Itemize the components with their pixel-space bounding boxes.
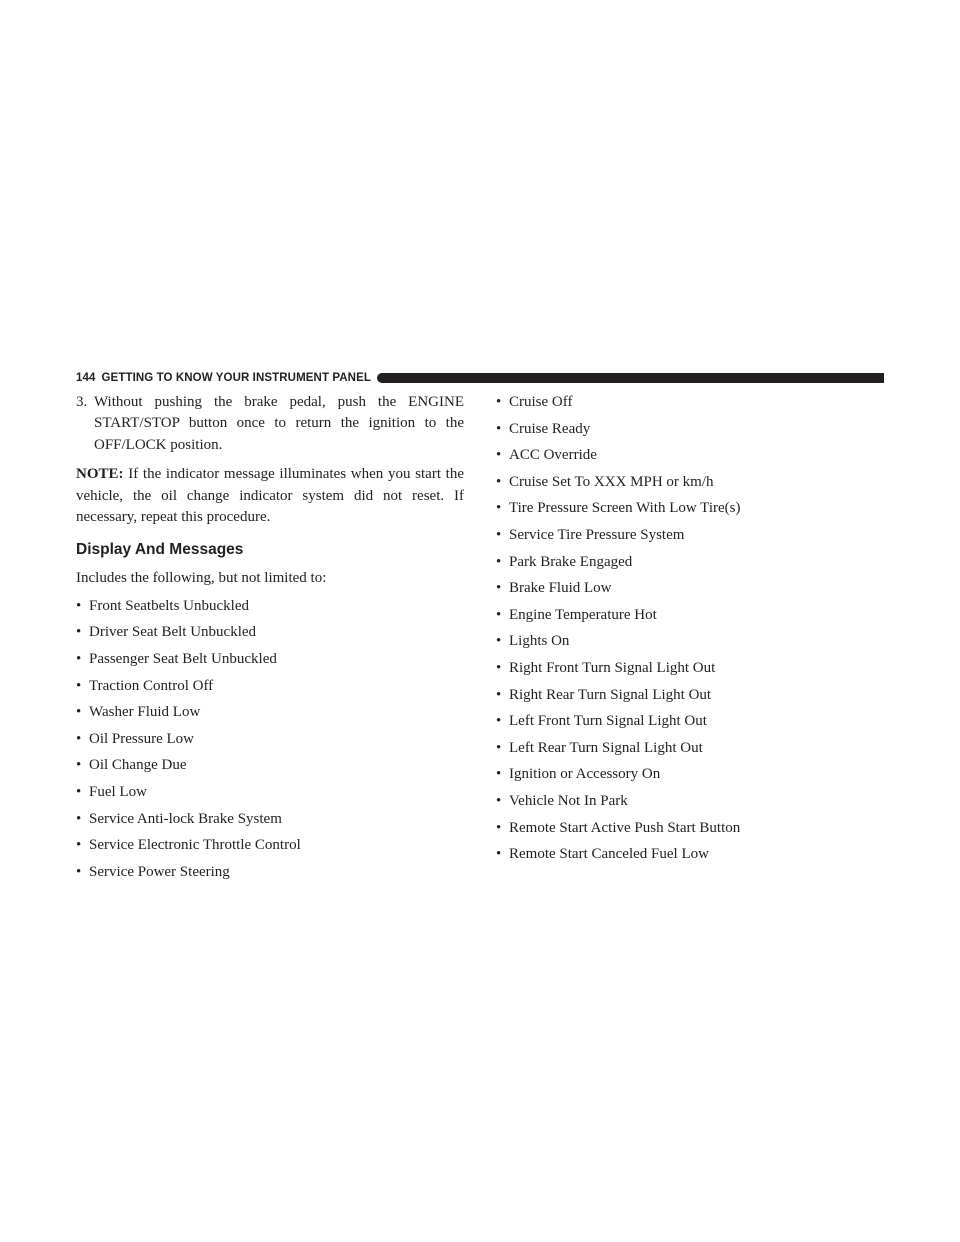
bullet-icon: • xyxy=(76,863,82,880)
list-item xyxy=(76,596,464,623)
list-item xyxy=(76,755,464,782)
bullet-icon: • xyxy=(76,677,82,694)
list-item xyxy=(496,419,884,446)
bullet-icon: • xyxy=(76,757,82,774)
left-column xyxy=(76,392,464,888)
bullet-icon: • xyxy=(496,792,502,809)
list-item-text: Right Rear Turn Signal Light Out xyxy=(509,686,712,703)
right-column xyxy=(496,392,884,871)
step-text: Without pushing the brake pedal, push the ENGINE START/STOP button once to return the ignition to the OFF/LOCK position. xyxy=(94,394,464,453)
list-item xyxy=(496,392,884,419)
list-item xyxy=(76,782,464,809)
bullet-icon: • xyxy=(496,394,502,410)
list-item xyxy=(496,791,884,818)
list-item xyxy=(496,685,884,712)
list-item xyxy=(496,764,884,791)
list-item xyxy=(76,676,464,703)
list-item-text: Cruise Ready xyxy=(509,420,591,437)
list-item xyxy=(496,552,884,579)
list-item xyxy=(76,729,464,756)
bullet-icon: • xyxy=(496,500,502,517)
note-paragraph xyxy=(76,464,464,528)
page-number: 144 xyxy=(76,372,96,384)
list-item-text: Ignition or Accessory On xyxy=(509,766,661,783)
bullet-icon: • xyxy=(496,526,502,543)
list-item-text: Lights On xyxy=(509,633,570,650)
list-item-text: Cruise Off xyxy=(509,394,573,410)
list-item-text: Passenger Seat Belt Unbuckled xyxy=(89,651,277,668)
list-item-text: Tire Pressure Screen With Low Tire(s) xyxy=(509,500,741,517)
bullet-icon: • xyxy=(496,846,502,863)
bullet-icon: • xyxy=(496,713,502,730)
list-item xyxy=(496,525,884,552)
bullet-icon: • xyxy=(76,730,82,747)
bullet-icon: • xyxy=(496,580,502,597)
bullet-icon: • xyxy=(76,810,82,827)
bullet-icon: • xyxy=(496,606,502,623)
list-item xyxy=(496,631,884,658)
list-item-text: Remote Start Canceled Fuel Low xyxy=(509,846,709,863)
bullet-icon: • xyxy=(76,624,82,641)
list-item xyxy=(496,605,884,632)
list-item-text: Left Rear Turn Signal Light Out xyxy=(509,739,703,756)
list-item-text: Fuel Low xyxy=(89,784,147,800)
list-item-text: Brake Fluid Low xyxy=(509,580,612,597)
list-item-text: Traction Control Off xyxy=(89,677,214,694)
list-item xyxy=(76,835,464,862)
section-title: GETTING TO KNOW YOUR INSTRUMENT PANEL xyxy=(101,372,371,384)
list-item-text: Vehicle Not In Park xyxy=(509,792,628,809)
bullet-icon: • xyxy=(76,837,82,854)
list-item-text: Cruise Set To XXX MPH or km/h xyxy=(509,473,714,490)
list-item-text: Washer Fluid Low xyxy=(89,704,201,721)
page-header xyxy=(76,370,884,386)
list-item-text: ACC Override xyxy=(509,447,597,464)
list-item xyxy=(496,445,884,472)
running-head xyxy=(76,372,371,384)
bullet-icon: • xyxy=(496,633,502,650)
note-text: If the indicator message illuminates when you start the vehicle, the oil change indicator system did not reset. If necessary, repeat this procedure. xyxy=(76,466,465,526)
bullet-icon: • xyxy=(496,766,502,783)
bullet-icon: • xyxy=(496,447,502,464)
bullet-icon: • xyxy=(496,819,502,836)
list-item xyxy=(76,649,464,676)
bullet-icon: • xyxy=(496,659,502,676)
list-item-text: Park Brake Engaged xyxy=(509,553,633,570)
bullet-icon: • xyxy=(76,597,82,614)
list-item xyxy=(496,738,884,765)
bullet-icon: • xyxy=(496,739,502,756)
list-item-text: Left Front Turn Signal Light Out xyxy=(509,713,707,730)
step-number: 3. xyxy=(76,394,88,410)
list-item xyxy=(496,844,884,871)
list-item xyxy=(76,702,464,729)
bullet-icon: • xyxy=(76,651,82,668)
header-rule xyxy=(377,373,884,383)
list-item xyxy=(496,711,884,738)
list-item-text: Engine Temperature Hot xyxy=(509,606,657,623)
list-item-text: Oil Change Due xyxy=(89,757,187,774)
intro-text: Includes the following, but not limited to: xyxy=(76,570,327,587)
list-item xyxy=(76,809,464,836)
list-item-text: Remote Start Active Push Start Button xyxy=(509,819,741,836)
list-item xyxy=(496,818,884,845)
list-item-text: Oil Pressure Low xyxy=(89,730,194,747)
list-item xyxy=(496,578,884,605)
bullet-icon: • xyxy=(496,686,502,703)
list-item xyxy=(496,658,884,685)
list-item-text: Front Seatbelts Unbuckled xyxy=(89,597,249,614)
bullet-icon: • xyxy=(496,553,502,570)
list-item-text: Right Front Turn Signal Light Out xyxy=(509,659,716,676)
list-item-text: Driver Seat Belt Unbuckled xyxy=(89,624,257,641)
list-item-text: Service Power Steering xyxy=(89,863,230,880)
procedure-step xyxy=(76,392,464,456)
list-item xyxy=(496,472,884,499)
list-item xyxy=(76,622,464,649)
bullet-icon: • xyxy=(496,473,502,490)
message-list-right xyxy=(496,392,884,871)
message-list-left xyxy=(76,596,464,889)
list-item-text: Service Electronic Throttle Control xyxy=(89,837,301,854)
list-item-text: Service Anti-lock Brake System xyxy=(89,810,282,827)
list-item xyxy=(496,498,884,525)
list-item xyxy=(76,862,464,889)
list-item-text: Service Tire Pressure System xyxy=(509,526,685,543)
bullet-icon: • xyxy=(76,784,82,800)
section-heading: Display And Messages xyxy=(76,541,244,559)
bullet-icon: • xyxy=(76,704,82,721)
note-label: NOTE: xyxy=(76,466,124,483)
bullet-icon: • xyxy=(496,420,502,437)
